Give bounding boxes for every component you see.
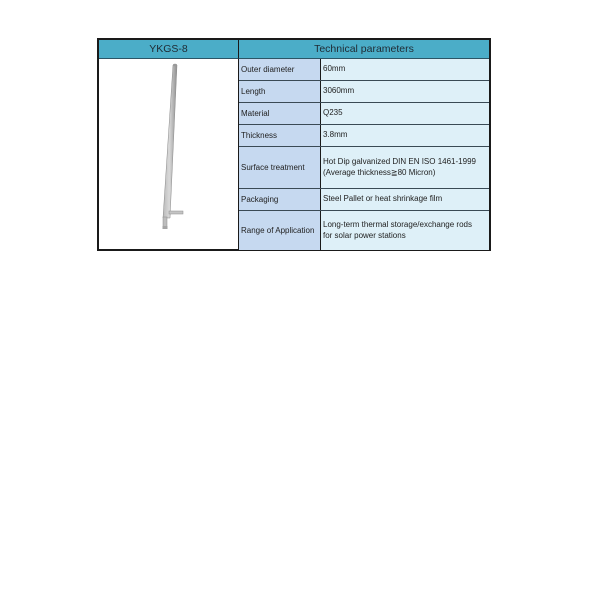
param-value: Q235 — [321, 103, 489, 124]
table-row — [239, 147, 489, 189]
param-value — [321, 211, 489, 250]
spec-table — [97, 38, 491, 251]
table-row — [239, 59, 489, 81]
table-row — [239, 125, 489, 147]
param-value-line: Hot Dip galvanized DIN EN ISO 1461-1999 — [323, 157, 476, 166]
model-header — [99, 40, 239, 59]
product-image-cell — [99, 59, 239, 249]
param-value: 3.8mm — [321, 125, 489, 146]
param-value: 60mm — [321, 59, 489, 80]
param-label: Range of Application — [239, 211, 321, 250]
parameters-title: Technical parameters — [314, 43, 414, 55]
param-label: Surface treatment — [239, 147, 321, 188]
model-name: YKGS-8 — [149, 43, 188, 55]
param-value: Steel Pallet or heat shrinkage film — [321, 189, 489, 210]
table-row — [239, 81, 489, 103]
param-label: Thickness — [239, 125, 321, 146]
steel-rod-image — [99, 59, 237, 251]
table-row — [239, 103, 489, 125]
param-label: Packaging — [239, 189, 321, 210]
param-value-line: Long-term thermal storage/exchange rods — [323, 220, 472, 229]
param-value-line: for solar power stations — [323, 230, 406, 240]
param-value — [321, 147, 489, 188]
param-label: Length — [239, 81, 321, 102]
parameter-rows — [239, 59, 489, 249]
param-value-line: (Average thickness≧80 Micron) — [323, 167, 436, 177]
table-row — [239, 189, 489, 211]
param-label: Material — [239, 103, 321, 124]
param-value: 3060mm — [321, 81, 489, 102]
param-label: Outer diameter — [239, 59, 321, 80]
parameters-header — [239, 40, 489, 59]
table-row — [239, 211, 489, 250]
